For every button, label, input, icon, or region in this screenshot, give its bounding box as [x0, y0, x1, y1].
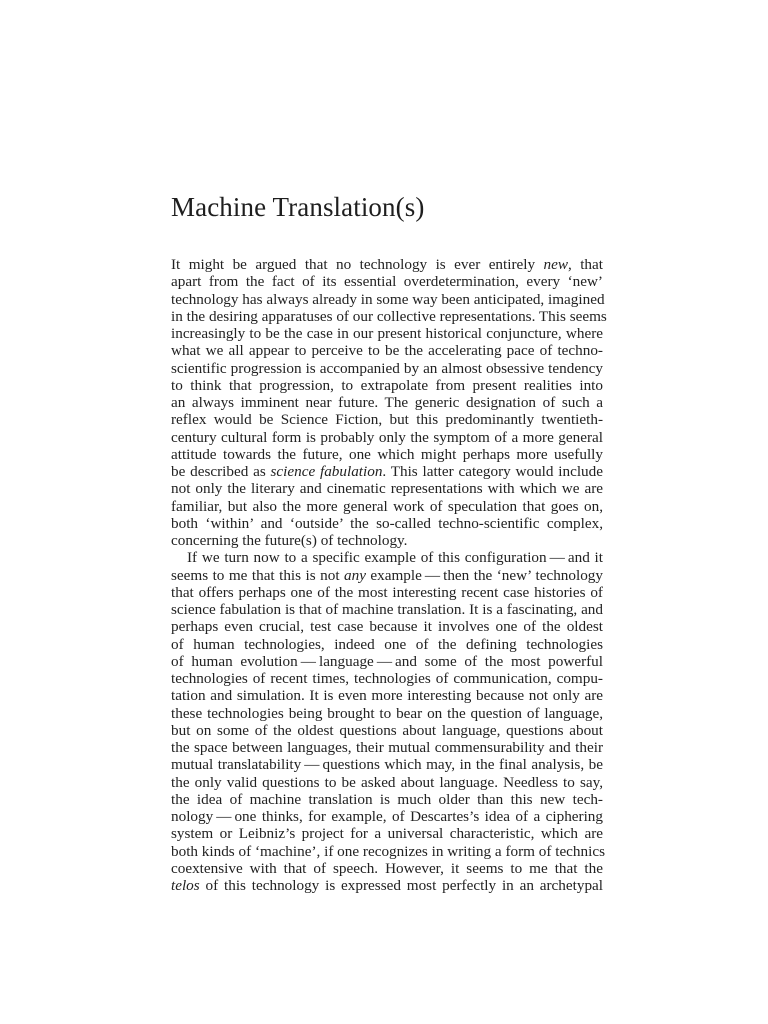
text-segment: both ‘within’ and ‘outside’ the so-called techno-scientific complex, — [171, 514, 603, 532]
text-line — [171, 653, 603, 670]
text-line — [171, 687, 603, 704]
text-segment: nology — one thinks, for example, of Descartes’s idea of a ciphering — [171, 808, 603, 825]
text-line — [171, 584, 603, 601]
text-segment: an always imminent near future. The generic designation of such a — [171, 394, 603, 411]
text-line — [171, 843, 603, 860]
text-segment: . This latter category would include — [382, 463, 603, 480]
text-line — [171, 325, 603, 342]
text-line — [171, 774, 603, 791]
text-segment: be described as — [171, 463, 271, 480]
text-line — [171, 825, 603, 842]
text-line — [171, 670, 603, 687]
text-segment: the only valid questions to be asked about language. Needless to say, — [171, 773, 603, 791]
text-line — [171, 808, 603, 825]
text-line — [171, 601, 603, 618]
text-segment: of this technology is expressed most perfectly in an archetypal — [199, 877, 603, 894]
text-segment: scientific progression is accompanied by an almost obsessive tendency — [171, 359, 603, 377]
text-segment: system or Leibniz’s project for a universal characteristic, which are — [171, 825, 603, 843]
text-segment: concerning the future(s) of technology. — [171, 532, 408, 549]
text-line — [171, 739, 603, 756]
text-segment: It might be argued that no technology is ever entirely — [171, 256, 544, 273]
text-segment: to think that progression, to extrapolate from present realities into — [171, 376, 603, 394]
text-segment: attitude towards the future, one which might perhaps more usefully — [171, 445, 603, 463]
text-line — [171, 429, 603, 446]
text-segment: mutual translatability — questions which may, in the final analysis, be — [171, 756, 603, 774]
text-segment: , that — [567, 256, 603, 273]
text-segment: If we turn now to a specific example of this configuration — and it — [187, 549, 603, 567]
text-line — [171, 463, 603, 480]
text-line — [171, 498, 603, 515]
text-line — [171, 480, 603, 497]
text-line — [171, 567, 603, 584]
chapter-title: Machine Translation(s) — [171, 192, 425, 222]
text-segment: in the desiring apparatuses of our collective representations. This seems — [171, 307, 607, 325]
text-segment: century cultural form is probably only the symptom of a more general — [171, 428, 603, 446]
text-segment: both kinds of ‘machine’, if one recognizes in writing a form of technics — [171, 842, 605, 860]
text-line — [171, 307, 607, 325]
text-segment: apart from the fact of its essential overdetermination, every ‘new’ — [171, 273, 603, 291]
text-line — [171, 360, 603, 377]
text-line — [171, 722, 603, 739]
text-segment: the idea of machine translation is much older than this new tech- — [171, 790, 603, 808]
text-line — [171, 256, 603, 273]
text-segment: familiar, but also the more general work of speculation that goes on, — [171, 497, 603, 515]
text-segment: example — then the ‘new’ technology — [365, 566, 603, 584]
text-segment: coextensive with that of speech. However, it seems to me that the — [171, 859, 603, 877]
text-segment: seems to me that this is not — [171, 566, 344, 584]
text-line — [171, 549, 603, 566]
text-line — [171, 636, 603, 653]
text-line — [171, 291, 603, 308]
text-segment: reflex would be Science Fiction, but this predominantly twentieth- — [171, 411, 603, 429]
text-line — [171, 411, 603, 428]
text-segment: these technologies being brought to bear on the question of language, — [171, 704, 603, 722]
text-line — [171, 377, 603, 394]
text-line — [171, 515, 603, 532]
text-line — [171, 532, 603, 549]
italic-text: telos — [171, 877, 200, 894]
text-segment: but on some of the oldest questions about language, questions about — [171, 721, 603, 739]
text-line — [171, 618, 603, 635]
italic-text: science fabulation — [270, 463, 383, 480]
text-line — [171, 273, 603, 290]
text-line — [171, 791, 603, 808]
text-segment: of human evolution — language — and some of the most powerful — [171, 652, 603, 670]
text-line — [171, 877, 603, 894]
italic-text: any — [344, 566, 366, 584]
text-line — [171, 860, 603, 877]
text-segment: technology has always already in some way been anticipated, imagined — [171, 290, 605, 308]
text-segment: technologies of recent times, technologies of communication, compu- — [171, 670, 603, 687]
text-segment: increasingly to be the case in our present historical conjuncture, where — [171, 325, 603, 342]
text-line — [171, 446, 603, 463]
text-line — [171, 394, 603, 411]
text-segment: that offers perhaps one of the most interesting recent case histories of — [171, 583, 603, 601]
text-line — [171, 342, 603, 359]
text-segment: of human technologies, indeed one of the defining technologies — [171, 635, 603, 653]
text-segment: what we all appear to perceive to be the accelerating pace of techno- — [171, 342, 603, 360]
text-line — [171, 705, 603, 722]
text-line — [171, 756, 603, 773]
text-segment: the space between languages, their mutual commensurability and their — [171, 739, 603, 756]
text-segment: tation and simulation. It is even more interesting because not only are — [171, 687, 603, 705]
text-segment: science fabulation is that of machine translation. It is a fascinating, and — [171, 601, 603, 618]
body-text — [171, 256, 607, 894]
italic-text: new — [543, 256, 568, 273]
text-segment: not only the literary and cinematic representations with which we are — [171, 480, 603, 498]
text-segment: perhaps even crucial, test case because it involves one of the oldest — [171, 618, 603, 636]
